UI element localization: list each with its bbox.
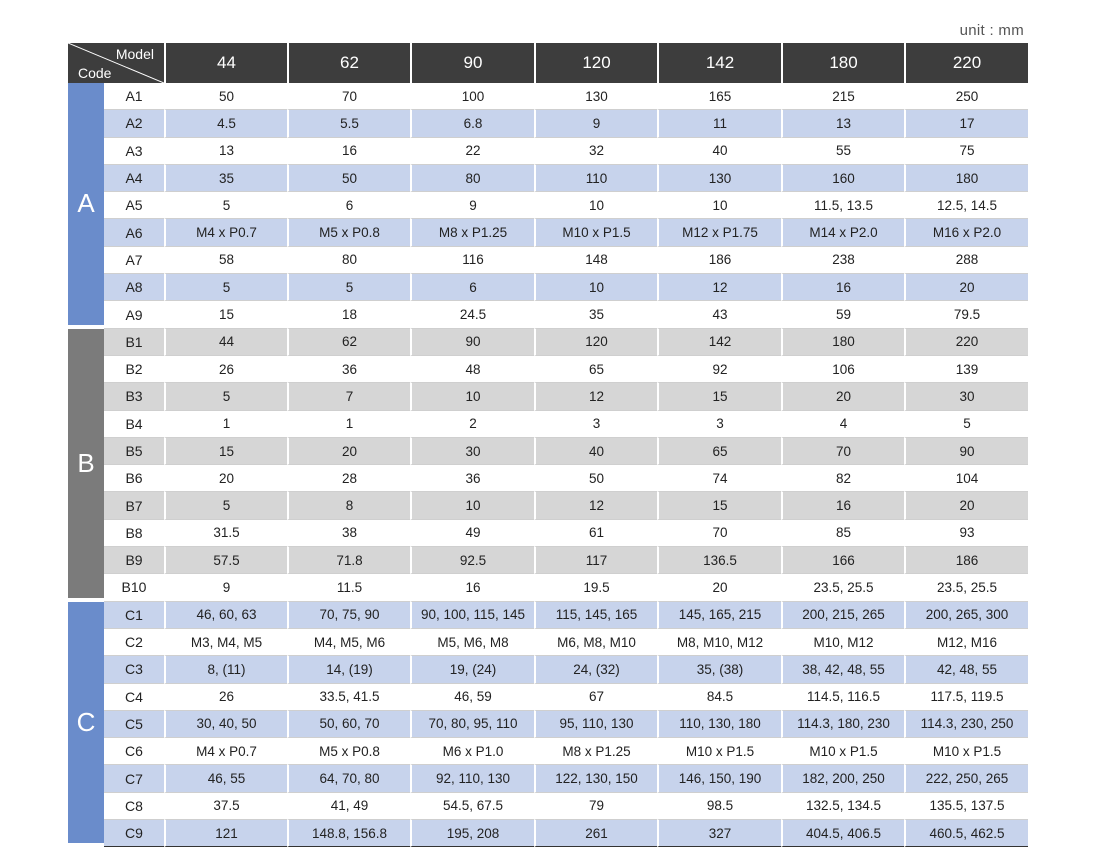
value-cell: 20 <box>781 383 904 410</box>
value-cell: 186 <box>657 247 781 274</box>
model-header: 62 <box>287 43 410 83</box>
value-cell: 92, 110, 130 <box>410 765 534 792</box>
value-cell: 115, 145, 165 <box>534 602 657 629</box>
table-row <box>68 192 1028 219</box>
value-cell: 92.5 <box>410 547 534 574</box>
value-cell: 50, 60, 70 <box>287 711 410 738</box>
value-cell: 5 <box>164 492 287 519</box>
table-row <box>68 138 1028 165</box>
value-cell: 50 <box>164 83 287 110</box>
value-cell: 80 <box>287 247 410 274</box>
value-cell: 13 <box>781 110 904 137</box>
value-cell: M8, M10, M12 <box>657 629 781 656</box>
value-cell: 67 <box>534 684 657 711</box>
value-cell: 116 <box>410 247 534 274</box>
table-row <box>68 629 1028 656</box>
code-cell: C4 <box>104 684 164 711</box>
code-cell: B4 <box>104 411 164 438</box>
code-cell: B10 <box>104 574 164 601</box>
value-cell: 4.5 <box>164 110 287 137</box>
value-cell: 238 <box>781 247 904 274</box>
value-cell: M10 x P1.5 <box>657 738 781 765</box>
code-cell: C1 <box>104 602 164 629</box>
value-cell: M4 x P0.7 <box>164 738 287 765</box>
value-cell: 22 <box>410 138 534 165</box>
table-row <box>68 547 1028 574</box>
value-cell: 121 <box>164 820 287 847</box>
table-body <box>68 83 1028 847</box>
value-cell: 160 <box>781 165 904 192</box>
value-cell: 5.5 <box>287 110 410 137</box>
value-cell: 139 <box>904 356 1028 383</box>
code-cell: A9 <box>104 301 164 328</box>
value-cell: 3 <box>534 411 657 438</box>
value-cell: 6 <box>287 192 410 219</box>
value-cell: 50 <box>534 465 657 492</box>
value-cell: 15 <box>164 301 287 328</box>
value-cell: 37.5 <box>164 793 287 820</box>
table-row <box>68 738 1028 765</box>
value-cell: 250 <box>904 83 1028 110</box>
value-cell: 145, 165, 215 <box>657 602 781 629</box>
value-cell: 48 <box>410 356 534 383</box>
value-cell: 98.5 <box>657 793 781 820</box>
value-cell: 20 <box>164 465 287 492</box>
value-cell: 100 <box>410 83 534 110</box>
value-cell: 220 <box>904 329 1028 356</box>
value-cell: M8 x P1.25 <box>410 219 534 246</box>
model-header: 120 <box>534 43 657 83</box>
value-cell: 58 <box>164 247 287 274</box>
group-label: A <box>68 83 104 329</box>
value-cell: 35, (38) <box>657 656 781 683</box>
value-cell: 32 <box>534 138 657 165</box>
value-cell: 65 <box>657 438 781 465</box>
value-cell: 61 <box>534 520 657 547</box>
table-row <box>68 438 1028 465</box>
value-cell: 130 <box>657 165 781 192</box>
value-cell: 24, (32) <box>534 656 657 683</box>
value-cell: 79.5 <box>904 301 1028 328</box>
value-cell: 35 <box>534 301 657 328</box>
value-cell: 93 <box>904 520 1028 547</box>
model-label: Model <box>115 46 154 62</box>
value-cell: 90, 100, 115, 145 <box>410 602 534 629</box>
value-cell: M16 x P2.0 <box>904 219 1028 246</box>
model-header: 142 <box>657 43 781 83</box>
value-cell: 40 <box>657 138 781 165</box>
value-cell: 135.5, 137.5 <box>904 793 1028 820</box>
code-cell: C3 <box>104 656 164 683</box>
value-cell: 404.5, 406.5 <box>781 820 904 847</box>
value-cell: 12 <box>534 383 657 410</box>
code-cell: A8 <box>104 274 164 301</box>
value-cell: 182, 200, 250 <box>781 765 904 792</box>
table-row <box>68 684 1028 711</box>
value-cell: 130 <box>534 83 657 110</box>
value-cell: 15 <box>164 438 287 465</box>
code-cell: A7 <box>104 247 164 274</box>
value-cell: 95, 110, 130 <box>534 711 657 738</box>
value-cell: 16 <box>781 492 904 519</box>
value-cell: 79 <box>534 793 657 820</box>
value-cell: M4 x P0.7 <box>164 219 287 246</box>
unit-label: unit : mm <box>959 22 1024 39</box>
value-cell: 327 <box>657 820 781 847</box>
value-cell: 85 <box>781 520 904 547</box>
value-cell: 114.3, 180, 230 <box>781 711 904 738</box>
value-cell: M14 x P2.0 <box>781 219 904 246</box>
value-cell: 180 <box>904 165 1028 192</box>
code-cell: C2 <box>104 629 164 656</box>
value-cell: 16 <box>781 274 904 301</box>
value-cell: 62 <box>287 329 410 356</box>
code-cell: C7 <box>104 765 164 792</box>
value-cell: 148.8, 156.8 <box>287 820 410 847</box>
value-cell: 200, 215, 265 <box>781 602 904 629</box>
value-cell: M12 x P1.75 <box>657 219 781 246</box>
value-cell: 71.8 <box>287 547 410 574</box>
value-cell: 10 <box>410 383 534 410</box>
value-cell: 12.5, 14.5 <box>904 192 1028 219</box>
value-cell: 30 <box>410 438 534 465</box>
value-cell: 117.5, 119.5 <box>904 684 1028 711</box>
value-cell: 2 <box>410 411 534 438</box>
value-cell: 4 <box>781 411 904 438</box>
value-cell: 80 <box>410 165 534 192</box>
table-row <box>68 465 1028 492</box>
value-cell: 180 <box>781 329 904 356</box>
value-cell: 6.8 <box>410 110 534 137</box>
value-cell: 19.5 <box>534 574 657 601</box>
value-cell: 20 <box>287 438 410 465</box>
code-cell: A5 <box>104 192 164 219</box>
code-cell: B5 <box>104 438 164 465</box>
table-row <box>68 219 1028 246</box>
value-cell: 16 <box>287 138 410 165</box>
value-cell: M3, M4, M5 <box>164 629 287 656</box>
table-row <box>68 274 1028 301</box>
value-cell: 74 <box>657 465 781 492</box>
value-cell: 215 <box>781 83 904 110</box>
code-cell: B2 <box>104 356 164 383</box>
code-cell: A6 <box>104 219 164 246</box>
value-cell: 195, 208 <box>410 820 534 847</box>
table-row <box>68 247 1028 274</box>
table-row <box>68 820 1028 847</box>
value-cell: M8 x P1.25 <box>534 738 657 765</box>
value-cell: 1 <box>287 411 410 438</box>
value-cell: 28 <box>287 465 410 492</box>
value-cell: 288 <box>904 247 1028 274</box>
value-cell: 9 <box>534 110 657 137</box>
value-cell: 24.5 <box>410 301 534 328</box>
code-cell: C9 <box>104 820 164 847</box>
value-cell: 36 <box>287 356 410 383</box>
value-cell: 35 <box>164 165 287 192</box>
value-cell: 54.5, 67.5 <box>410 793 534 820</box>
value-cell: 9 <box>164 574 287 601</box>
table-row <box>68 383 1028 410</box>
value-cell: 50 <box>287 165 410 192</box>
value-cell: 30 <box>904 383 1028 410</box>
value-cell: 70 <box>287 83 410 110</box>
value-cell: 186 <box>904 547 1028 574</box>
table-row <box>68 520 1028 547</box>
table-row <box>68 656 1028 683</box>
value-cell: 23.5, 25.5 <box>904 574 1028 601</box>
value-cell: M10 x P1.5 <box>534 219 657 246</box>
code-cell: B9 <box>104 547 164 574</box>
value-cell: 136.5 <box>657 547 781 574</box>
value-cell: 110 <box>534 165 657 192</box>
table-row <box>68 329 1028 356</box>
code-cell: B6 <box>104 465 164 492</box>
value-cell: 146, 150, 190 <box>657 765 781 792</box>
table-row <box>68 83 1028 110</box>
value-cell: M4, M5, M6 <box>287 629 410 656</box>
table-row <box>68 574 1028 601</box>
value-cell: 10 <box>534 192 657 219</box>
value-cell: 20 <box>904 274 1028 301</box>
value-cell: 110, 130, 180 <box>657 711 781 738</box>
value-cell: 200, 265, 300 <box>904 602 1028 629</box>
value-cell: 8 <box>287 492 410 519</box>
value-cell: 70 <box>781 438 904 465</box>
value-cell: 12 <box>534 492 657 519</box>
value-cell: 3 <box>657 411 781 438</box>
value-cell: 460.5, 462.5 <box>904 820 1028 847</box>
value-cell: 7 <box>287 383 410 410</box>
table-row <box>68 602 1028 629</box>
value-cell: M10, M12 <box>781 629 904 656</box>
table-row <box>68 301 1028 328</box>
value-cell: 38 <box>287 520 410 547</box>
code-cell: B3 <box>104 383 164 410</box>
value-cell: 1 <box>164 411 287 438</box>
value-cell: M12, M16 <box>904 629 1028 656</box>
value-cell: 75 <box>904 138 1028 165</box>
code-cell: A1 <box>104 83 164 110</box>
code-cell: A3 <box>104 138 164 165</box>
model-header: 220 <box>904 43 1028 83</box>
code-cell: C8 <box>104 793 164 820</box>
value-cell: 142 <box>657 329 781 356</box>
value-cell: 40 <box>534 438 657 465</box>
value-cell: 84.5 <box>657 684 781 711</box>
header-row <box>68 43 1028 83</box>
table-row <box>68 411 1028 438</box>
value-cell: 57.5 <box>164 547 287 574</box>
code-cell: A2 <box>104 110 164 137</box>
value-cell: 5 <box>164 274 287 301</box>
value-cell: 46, 59 <box>410 684 534 711</box>
value-cell: 11 <box>657 110 781 137</box>
value-cell: 5 <box>904 411 1028 438</box>
group-label: B <box>68 329 104 602</box>
value-cell: M10 x P1.5 <box>904 738 1028 765</box>
value-cell: M6 x P1.0 <box>410 738 534 765</box>
value-cell: 11.5 <box>287 574 410 601</box>
value-cell: 92 <box>657 356 781 383</box>
value-cell: 70, 80, 95, 110 <box>410 711 534 738</box>
value-cell: 41, 49 <box>287 793 410 820</box>
value-cell: 17 <box>904 110 1028 137</box>
value-cell: 30, 40, 50 <box>164 711 287 738</box>
value-cell: 59 <box>781 301 904 328</box>
table-row <box>68 492 1028 519</box>
model-header: 90 <box>410 43 534 83</box>
code-cell: B1 <box>104 329 164 356</box>
table-row <box>68 793 1028 820</box>
value-cell: 166 <box>781 547 904 574</box>
value-cell: 46, 55 <box>164 765 287 792</box>
value-cell: 31.5 <box>164 520 287 547</box>
value-cell: 49 <box>410 520 534 547</box>
value-cell: 14, (19) <box>287 656 410 683</box>
value-cell: 120 <box>534 329 657 356</box>
table-row <box>68 765 1028 792</box>
value-cell: 26 <box>164 684 287 711</box>
value-cell: 6 <box>410 274 534 301</box>
table-row <box>68 165 1028 192</box>
value-cell: 114.3, 230, 250 <box>904 711 1028 738</box>
value-cell: 15 <box>657 383 781 410</box>
value-cell: M10 x P1.5 <box>781 738 904 765</box>
dimension-table <box>68 43 1028 847</box>
code-label: Code <box>78 65 112 81</box>
value-cell: 18 <box>287 301 410 328</box>
value-cell: 13 <box>164 138 287 165</box>
code-cell: B8 <box>104 520 164 547</box>
value-cell: 165 <box>657 83 781 110</box>
value-cell: 82 <box>781 465 904 492</box>
table-row <box>68 110 1028 137</box>
table-row <box>68 711 1028 738</box>
value-cell: 10 <box>657 192 781 219</box>
value-cell: 65 <box>534 356 657 383</box>
model-header: 180 <box>781 43 904 83</box>
value-cell: 90 <box>904 438 1028 465</box>
code-cell: A4 <box>104 165 164 192</box>
group-label: C <box>68 602 104 848</box>
value-cell: 55 <box>781 138 904 165</box>
value-cell: 19, (24) <box>410 656 534 683</box>
value-cell: 38, 42, 48, 55 <box>781 656 904 683</box>
value-cell: 10 <box>534 274 657 301</box>
value-cell: 44 <box>164 329 287 356</box>
value-cell: 5 <box>164 192 287 219</box>
value-cell: 20 <box>904 492 1028 519</box>
value-cell: 23.5, 25.5 <box>781 574 904 601</box>
code-cell: C6 <box>104 738 164 765</box>
model-header: 44 <box>164 43 287 83</box>
value-cell: 104 <box>904 465 1028 492</box>
value-cell: 11.5, 13.5 <box>781 192 904 219</box>
value-cell: 10 <box>410 492 534 519</box>
value-cell: M5 x P0.8 <box>287 219 410 246</box>
value-cell: 90 <box>410 329 534 356</box>
value-cell: 64, 70, 80 <box>287 765 410 792</box>
value-cell: 46, 60, 63 <box>164 602 287 629</box>
value-cell: 70 <box>657 520 781 547</box>
value-cell: 122, 130, 150 <box>534 765 657 792</box>
value-cell: 12 <box>657 274 781 301</box>
value-cell: 70, 75, 90 <box>287 602 410 629</box>
value-cell: 9 <box>410 192 534 219</box>
table-row <box>68 356 1028 383</box>
value-cell: 15 <box>657 492 781 519</box>
value-cell: 222, 250, 265 <box>904 765 1028 792</box>
code-cell: C5 <box>104 711 164 738</box>
value-cell: 33.5, 41.5 <box>287 684 410 711</box>
value-cell: 20 <box>657 574 781 601</box>
value-cell: 5 <box>164 383 287 410</box>
value-cell: 106 <box>781 356 904 383</box>
value-cell: 8, (11) <box>164 656 287 683</box>
value-cell: 26 <box>164 356 287 383</box>
value-cell: 114.5, 116.5 <box>781 684 904 711</box>
value-cell: 261 <box>534 820 657 847</box>
value-cell: 43 <box>657 301 781 328</box>
value-cell: 16 <box>410 574 534 601</box>
value-cell: 117 <box>534 547 657 574</box>
value-cell: M6, M8, M10 <box>534 629 657 656</box>
corner-header-cell <box>68 43 164 83</box>
value-cell: 148 <box>534 247 657 274</box>
value-cell: M5, M6, M8 <box>410 629 534 656</box>
value-cell: M5 x P0.8 <box>287 738 410 765</box>
code-cell: B7 <box>104 492 164 519</box>
value-cell: 36 <box>410 465 534 492</box>
value-cell: 42, 48, 55 <box>904 656 1028 683</box>
value-cell: 132.5, 134.5 <box>781 793 904 820</box>
value-cell: 5 <box>287 274 410 301</box>
